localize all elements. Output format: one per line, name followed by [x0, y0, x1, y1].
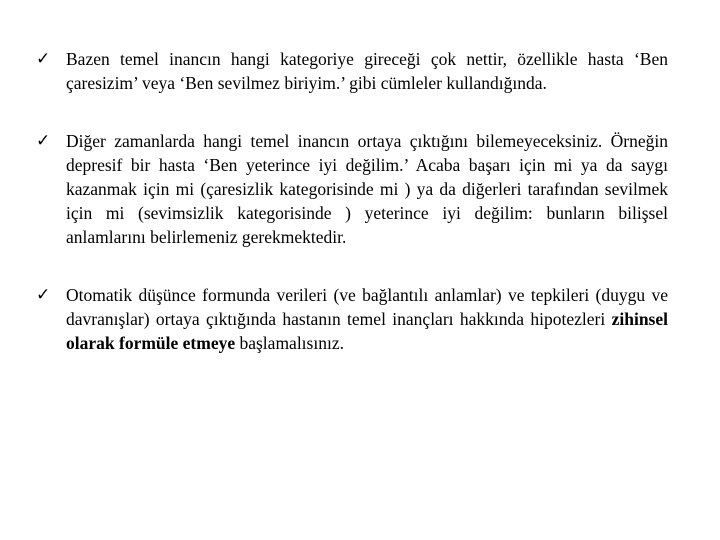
bullet-item-2 — [36, 129, 668, 249]
bullet-text-1: Bazen temel inancın hangi kategoriye gireceği çok nettir, özellikle hasta ‘Ben çaresizim’ veya ‘Ben sevilmez biriyim.’ gibi cümleler kullandığında. — [66, 49, 668, 93]
check-icon: ✓ — [36, 131, 51, 151]
bullet-text-3-start: Otomatik düşünce formunda verileri (ve bağlantılı anlamlar) ve tepkileri (duygu ve davranışlar) ortaya çıktığında hastanın temel inançları hakkında hipotezleri — [66, 285, 668, 329]
bullet-item-1 — [36, 47, 668, 95]
bold-phrase: zihinsel olarak formüle etmeye — [66, 309, 668, 353]
bullet-text-2: Diğer zamanlarda hangi temel inancın ortaya çıktığını bilemeyeceksiniz. Örneğin depresif bir hasta ‘Ben yeterince iyi değilim.’ Acaba başarı için mi ya da saygı kazanmak için mi (çaresizlik kategorisinde mi ) ya da diğerleri tarafından sevilmek için mi (sevimsizlik kategorisinde ) yeterince iyi değilim: bunların bilişsel anlamlarını belirlemeniz gerekmektedir. — [66, 131, 668, 247]
check-icon: ✓ — [36, 285, 51, 305]
check-icon: ✓ — [36, 49, 51, 69]
bullet-text-3 — [66, 283, 668, 355]
bullet-text-3-end: başlamalısınız. — [235, 333, 344, 353]
bullet-item-3 — [36, 283, 668, 355]
